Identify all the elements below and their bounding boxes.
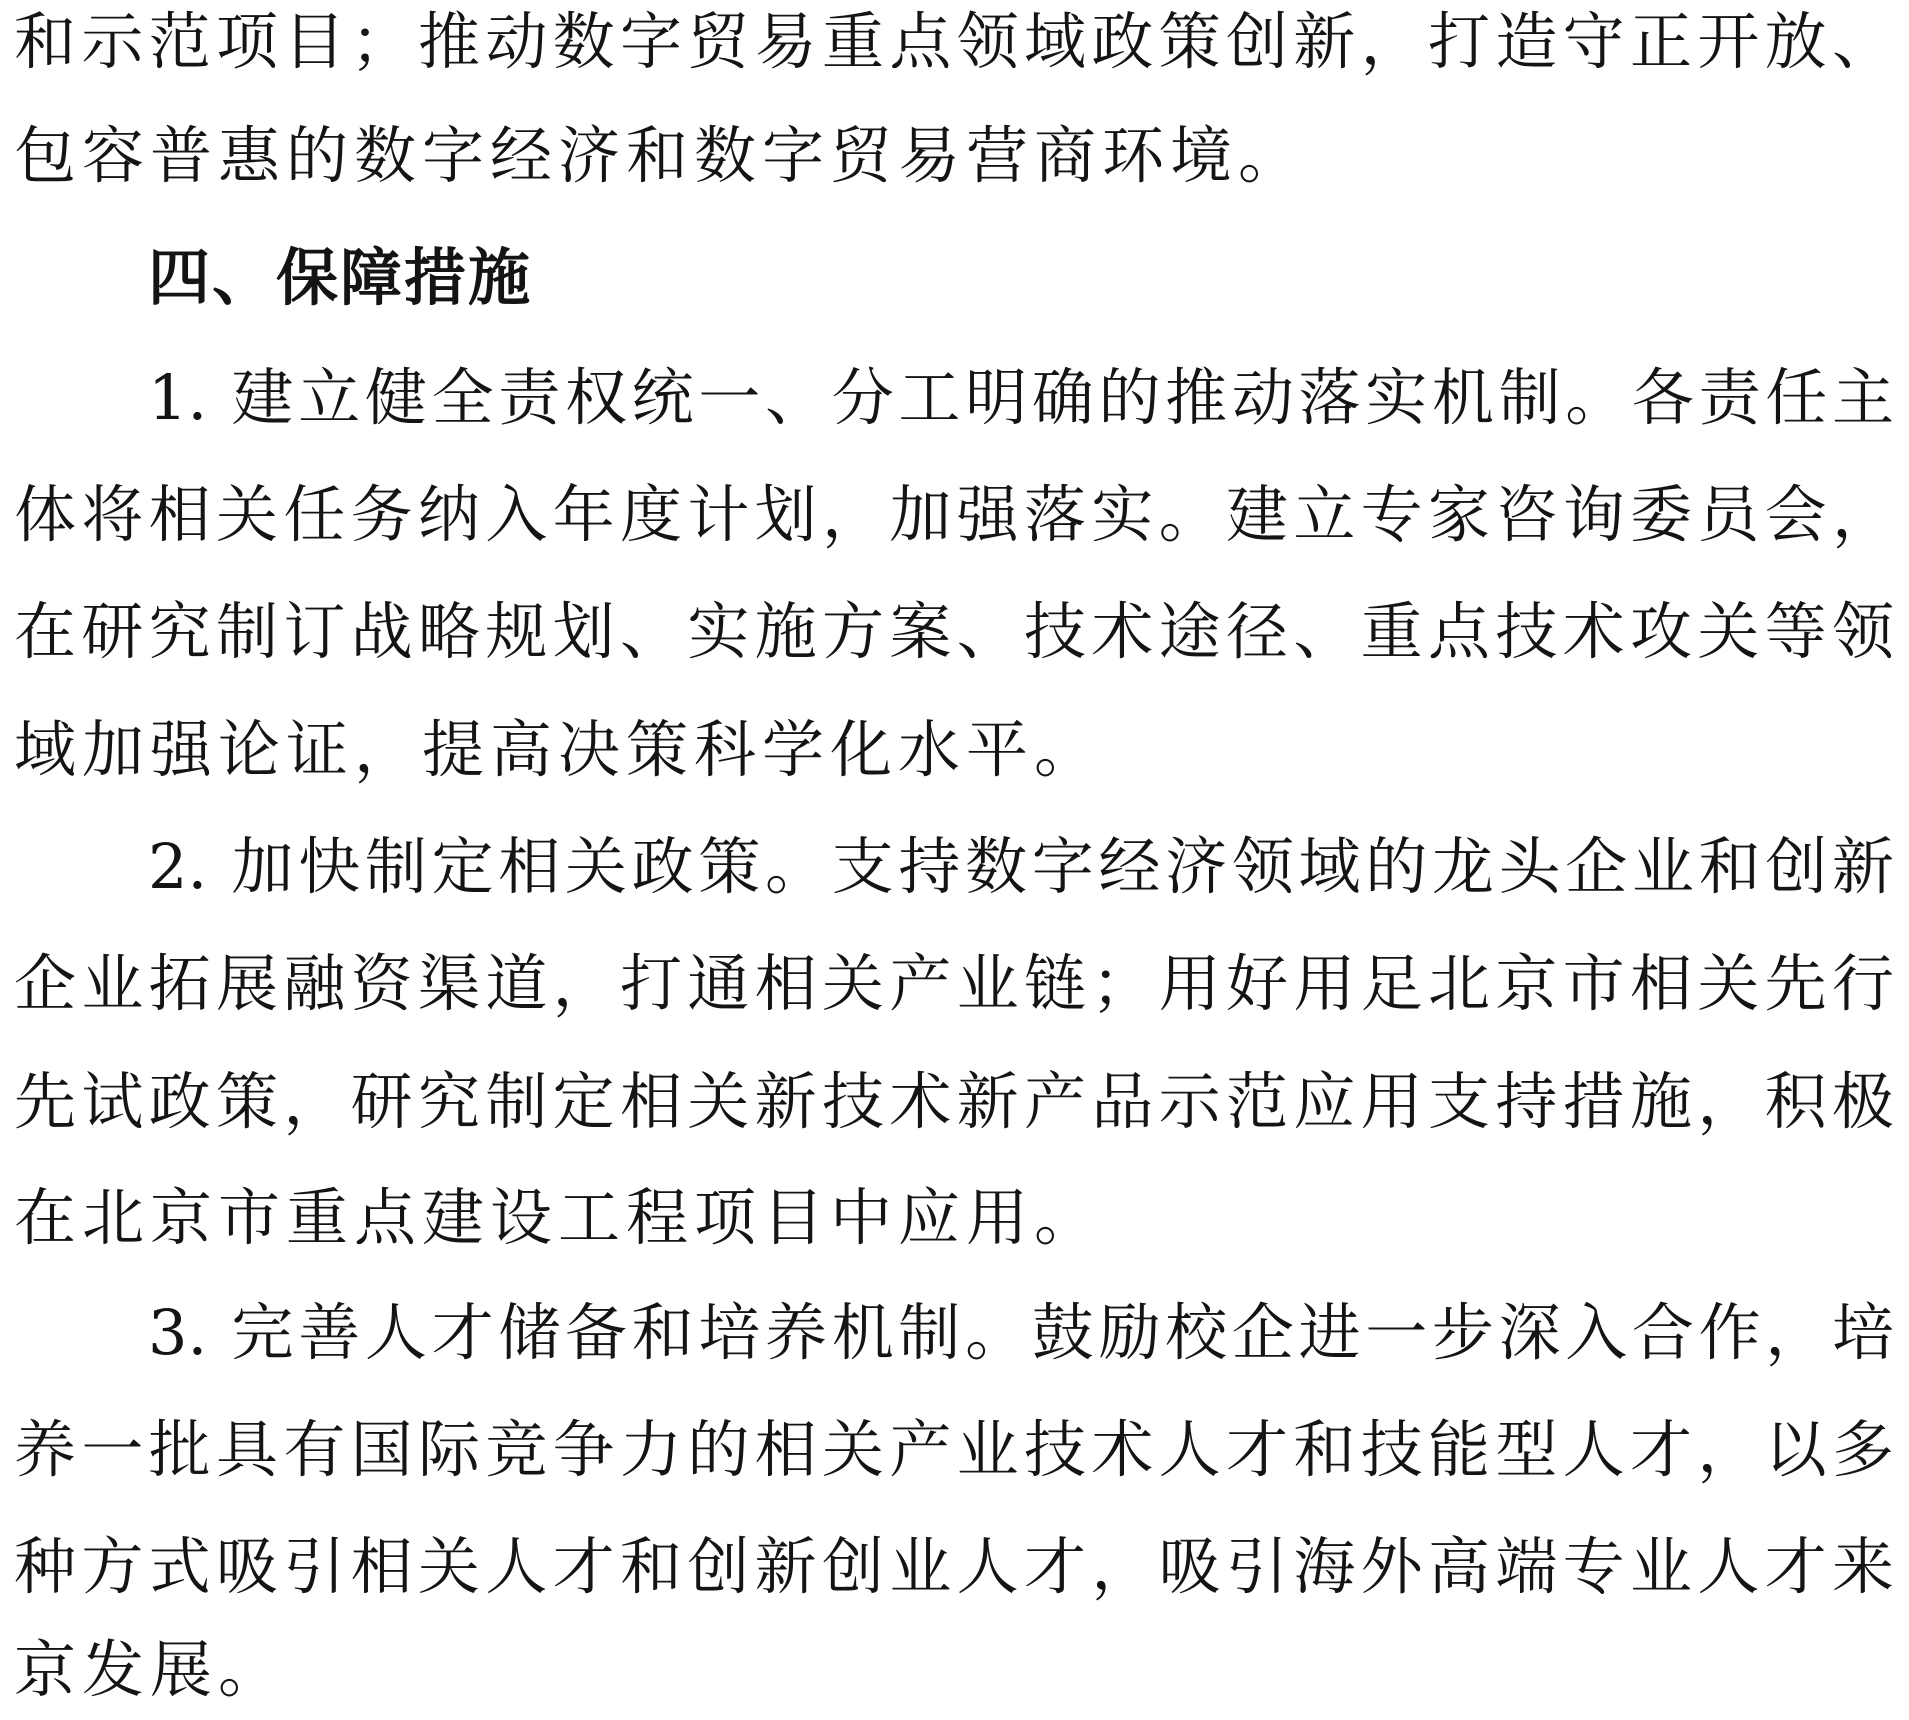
body-text-line: 种方式吸引相关人才和创新创业人才，吸引海外高端专业人才来: [14, 1530, 1894, 1603]
numbered-item-line: 1. 建立健全责权统一、分工明确的推动落实机制。各责任主: [148, 361, 1894, 434]
body-text-line: 在研究制订战略规划、实施方案、技术途径、重点技术攻关等领: [14, 595, 1894, 668]
body-text-line: 企业拓展融资渠道，打通相关产业链；用好用足北京市相关先行: [14, 947, 1894, 1020]
body-text-line: 体将相关任务纳入年度计划，加强落实。建立专家咨询委员会，: [14, 478, 1894, 551]
body-text-line: 先试政策，研究制定相关新技术新产品示范应用支持措施，积极: [14, 1065, 1894, 1138]
body-text-line: 京发展。: [14, 1633, 287, 1706]
body-text-line: 在北京市重点建设工程项目中应用。: [14, 1181, 1103, 1254]
body-text-line: 和示范项目；推动数字贸易重点领域政策创新，打造守正开放、: [14, 5, 1894, 78]
body-text-line: 养一批具有国际竞争力的相关产业技术人才和技能型人才，以多: [14, 1413, 1894, 1486]
section-heading: 四、保障措施: [148, 241, 533, 314]
numbered-item-line: 2. 加快制定相关政策。支持数字经济领域的龙头企业和创新: [148, 830, 1894, 903]
body-text-line: 包容普惠的数字经济和数字贸易营商环境。: [14, 119, 1307, 192]
numbered-item-line: 3. 完善人才储备和培养机制。鼓励校企进一步深入合作，培: [148, 1296, 1894, 1369]
body-text-line: 域加强论证，提高决策科学化水平。: [14, 713, 1103, 786]
